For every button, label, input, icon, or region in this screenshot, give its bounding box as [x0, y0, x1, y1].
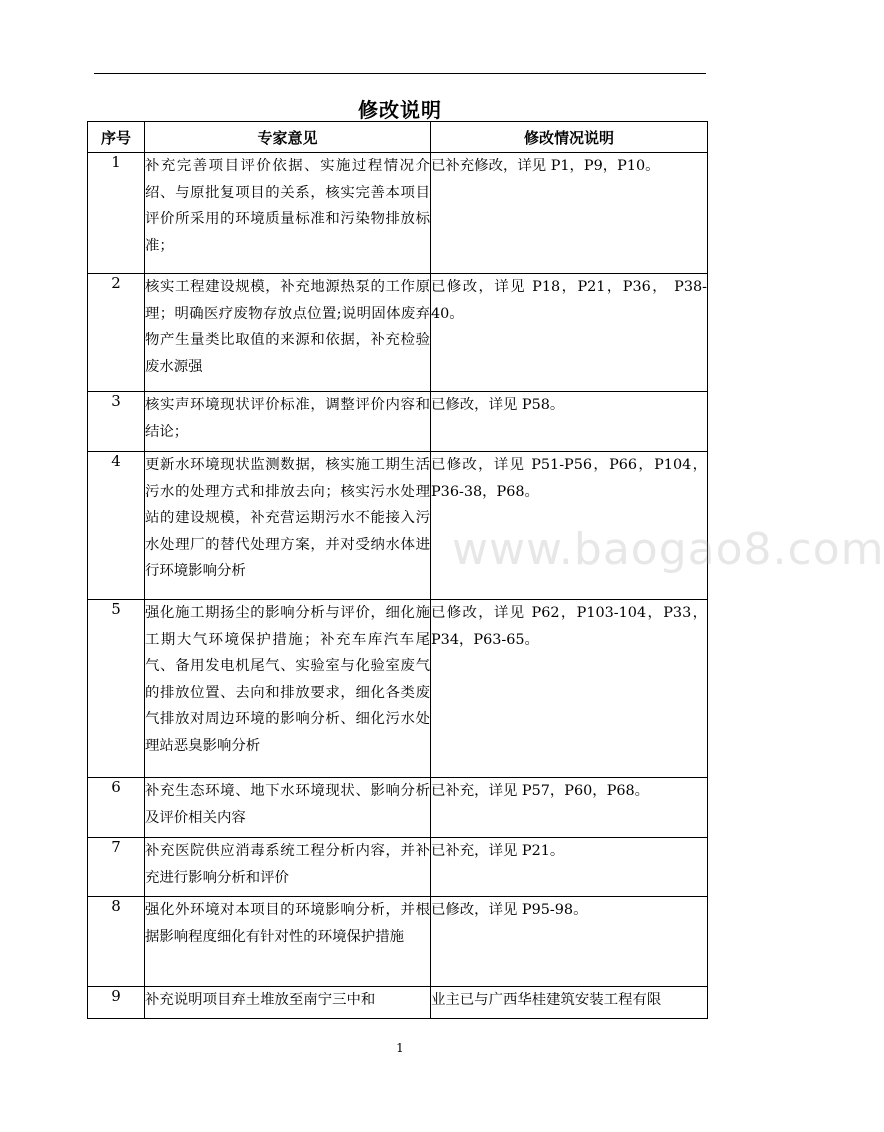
row-number: 3	[88, 392, 145, 452]
expert-opinion-cell: 更新水环境现状监测数据，核实施工期生活污水的处理方式和排放去向；核实污水处理站的建设规模，补充营运期污水不能接入污水处理厂的替代处理方案，并对受纳水体进行环境影响分析	[145, 452, 431, 600]
revision-status-cell: 业主已与广西华桂建筑安装工程有限	[431, 987, 708, 1019]
table-row	[88, 392, 708, 452]
expert-opinion-cell: 补充说明项目弃土堆放至南宁三中和	[145, 987, 431, 1019]
table-row	[88, 897, 708, 987]
row-number: 4	[88, 452, 145, 600]
watermark: www.baogao8.com	[452, 524, 884, 575]
revision-status-cell: 已补充，详见 P57，P60，P68。	[431, 778, 708, 838]
table-row	[88, 274, 708, 392]
expert-opinion-cell: 补充完善项目评价依据、实施过程情况介绍、与原批复项目的关系，核实完善本项目评价所采用的环境质量标准和污染物排放标准；	[145, 153, 431, 274]
revision-status-cell: 已补充，详见 P21。	[431, 838, 708, 897]
row-number: 7	[88, 838, 145, 897]
table-header-row	[88, 122, 708, 153]
document-title: 修改说明	[358, 98, 442, 122]
table-row	[88, 452, 708, 600]
row-number: 8	[88, 897, 145, 987]
revision-status-cell: 已修改，详见 P51-P56，P66，P104，P36-38，P68。	[431, 452, 708, 600]
revision-status-cell: 已修改，详见 P18，P21，P36， P38-40。	[431, 274, 708, 392]
revision-status-cell: 已补充修改，详见 P1，P9，P10。	[431, 153, 708, 274]
table-row	[88, 987, 708, 1019]
table-row	[88, 778, 708, 838]
expert-opinion-cell: 强化外环境对本项目的环境影响分析，并根据影响程度细化有针对性的环境保护措施	[145, 897, 431, 987]
table-row	[88, 153, 708, 274]
revision-table	[87, 121, 708, 1019]
expert-opinion-cell: 核实声环境现状评价标准，调整评价内容和结论；	[145, 392, 431, 452]
header-serial-number: 序号	[88, 122, 145, 153]
row-number: 5	[88, 600, 145, 778]
row-number: 2	[88, 274, 145, 392]
revision-status-cell: 已修改，详见 P58。	[431, 392, 708, 452]
revision-status-cell: 已修改，详见 P62，P103-104，P33，P34，P63-65。	[431, 600, 708, 778]
header-rule	[94, 73, 706, 74]
expert-opinion-cell: 补充医院供应消毒系统工程分析内容，并补充进行影响分析和评价	[145, 838, 431, 897]
header-expert-opinion: 专家意见	[145, 122, 431, 153]
page-number: 1	[396, 1041, 404, 1055]
row-number: 6	[88, 778, 145, 838]
row-number: 1	[88, 153, 145, 274]
table-row	[88, 600, 708, 778]
expert-opinion-cell: 核实工程建设规模，补充地源热泵的工作原理；明确医疗废物存放点位置;说明固体废弃物产生量类比取值的来源和依据，补充检验废水源强	[145, 274, 431, 392]
header-revision-status: 修改情况说明	[431, 122, 708, 153]
expert-opinion-cell: 强化施工期扬尘的影响分析与评价，细化施工期大气环境保护措施；补充车库汽车尾气、备用发电机尾气、实验室与化验室废气的排放位置、去向和排放要求，细化各类废气排放对周边环境的影响分析、细化污水处理站恶臭影响分析	[145, 600, 431, 778]
revision-status-cell: 已修改，详见 P95-98。	[431, 897, 708, 987]
table-row	[88, 838, 708, 897]
expert-opinion-cell: 补充生态环境、地下水环境现状、影响分析及评价相关内容	[145, 778, 431, 838]
row-number: 9	[88, 987, 145, 1019]
